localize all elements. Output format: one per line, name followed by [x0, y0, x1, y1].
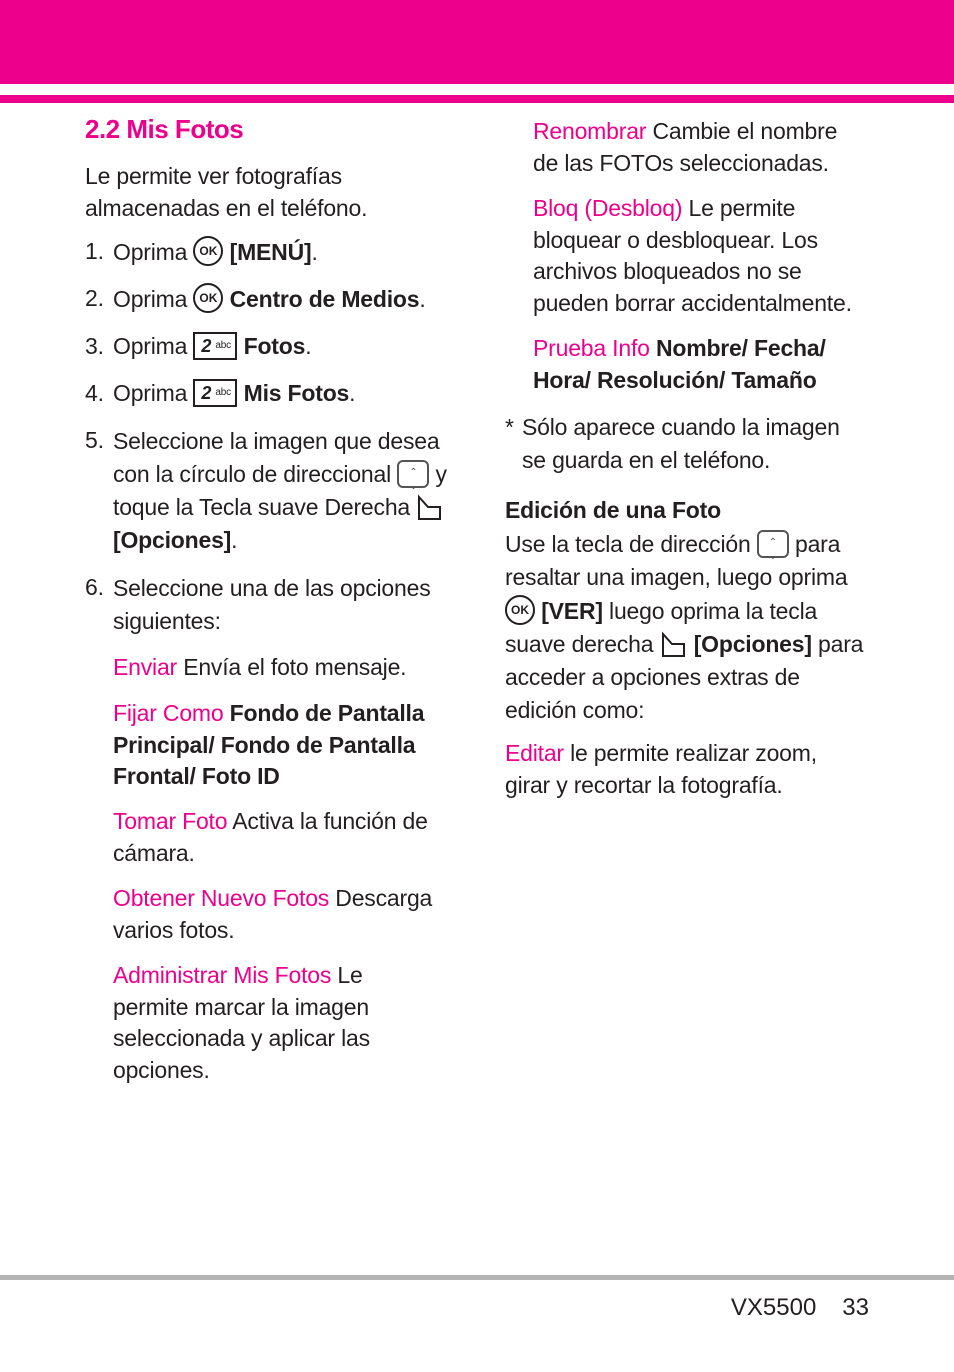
navigation-key-icon	[757, 530, 789, 558]
step-3: 3. Oprima 2 abc Fotos.	[85, 331, 455, 363]
right-soft-key-icon	[416, 493, 444, 521]
footer-rule	[0, 1275, 954, 1280]
step-4: 4. Oprima 2 abc Mis Fotos.	[85, 378, 455, 410]
ok-key-icon	[193, 236, 223, 266]
model-name: VX5500	[730, 1294, 817, 1321]
section-title: 2.2 Mis Fotos	[85, 114, 244, 144]
option-administrar-mis-fotos: Administrar Mis Fotos Le permite marcar la imagen seleccionada y aplicar las opciones.	[113, 962, 370, 1083]
ok-key-icon	[193, 283, 223, 313]
footnote: * Sólo aparece cuando la imagen se guarda en el teléfono.	[505, 414, 840, 473]
option-tomar-foto: Tomar Foto Activa la función de cámara.	[113, 808, 428, 866]
2abc-key-icon	[193, 332, 237, 360]
option-prueba-info: Prueba Info Nombre/ Fecha/ Hora/ Resolución/ Tamaño	[533, 335, 826, 393]
option-bloq-desbloq: Bloq (Desbloq) Le permite bloquear o desbloquear. Los archivos bloqueados no se pueden borrar accidentalmente.	[533, 195, 852, 316]
option-renombrar: Renombrar Cambie el nombre de las FOTOs seleccionadas.	[533, 118, 838, 176]
page-number: 33	[842, 1294, 869, 1321]
step-6: 6. Seleccione una de las opciones siguientes:	[85, 574, 431, 634]
option-editar: Editar le permite realizar zoom, girar y recortar la fotografía.	[505, 740, 817, 798]
intro-text: Le permite ver fotografías almacenadas en el teléfono.	[85, 163, 368, 221]
option-fijar-como: Fijar Como Fondo de Pantalla Principal/ Fondo de Pantalla Frontal/ Foto ID	[113, 700, 425, 789]
navigation-key-icon	[397, 460, 429, 488]
step-2: 2. Oprima OK Centro de Medios.	[85, 283, 455, 316]
right-soft-key-icon	[660, 630, 688, 658]
2abc-key-icon	[193, 379, 237, 407]
edit-heading: Edición de una Foto	[505, 497, 721, 523]
step-1: 1. Oprima OK [MENÚ].	[85, 236, 455, 269]
step-5: 5. Seleccione la imagen que desea con la círculo de direccional ⌃ ⌄ y toque la Tecla suave Derecha [Opciones].	[85, 425, 450, 557]
option-obtener-nuevo-fotos: Obtener Nuevo Fotos Descarga varios fotos.	[113, 885, 433, 943]
ok-key-icon	[505, 595, 535, 625]
header-rule	[0, 95, 954, 103]
option-enviar: Enviar Envía el foto mensaje.	[113, 654, 407, 680]
header-bar	[0, 0, 954, 84]
edit-paragraph: Use la tecla de dirección ⌃ ⌄ para resaltar una imagen, luego oprima OK [VER] luego oprima la tecla suave derecha [Opciones] para acceder a opciones extras de edición como:	[505, 528, 875, 728]
page-footer	[731, 1294, 869, 1322]
